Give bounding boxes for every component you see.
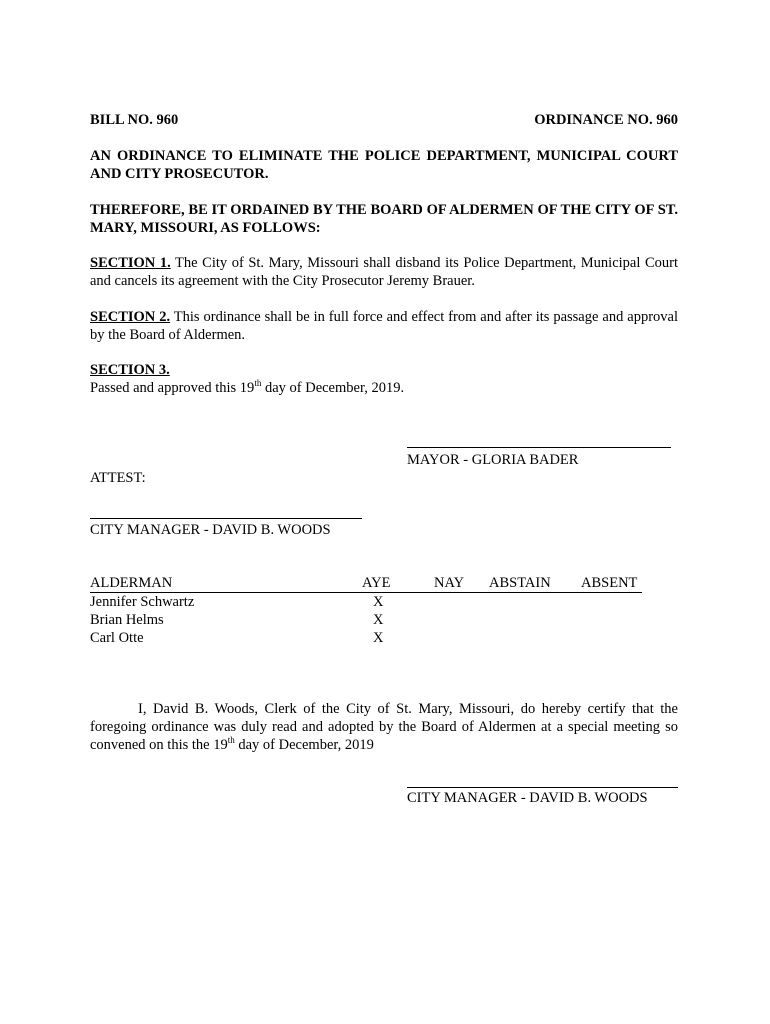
aye-mark: X [373,594,384,610]
section-3-label: SECTION 3. [90,362,170,378]
table-row [90,611,642,629]
ordinance-number: ORDINANCE NO. 960 [534,112,678,128]
header-abstain: ABSTAIN [489,575,551,591]
clerk-signature-label: CITY MANAGER - DAVID B. WOODS [407,790,648,806]
attest-label: ATTEST: [90,470,146,486]
section-2-text: This ordinance shall be in full force and effect from and after its passage and approval by the Board of Aldermen. [90,309,678,343]
alderman-name: Carl Otte [90,630,144,646]
section-3-superscript: th [254,378,262,389]
aye-mark: X [373,630,384,646]
section-3-text-end: day of December, 2019. [261,380,405,396]
vote-table-header [90,574,642,593]
header-alderman: ALDERMAN [90,575,173,591]
section-1-text: The City of St. Mary, Missouri shall disband its Police Department, Municipal Court and cancels its agreement with the City Prosecutor Jeremy Brauer. [90,255,678,289]
mayor-signature-label: MAYOR - GLORIA BADER [407,452,579,468]
certification-text-end: day of December, 2019 [234,737,374,753]
ordained-clause: THEREFORE, BE IT ORDAINED BY THE BOARD OF ALDERMEN OF THE CITY OF ST. MARY, MISSOURI, AS FOLLOWS: [90,202,678,236]
vote-table [90,574,642,647]
table-row [90,593,642,611]
bill-number: BILL NO. 960 [90,112,179,128]
ordinance-title: AN ORDINANCE TO ELIMINATE THE POLICE DEPARTMENT, MUNICIPAL COURT AND CITY PROSECUTOR. [90,148,678,182]
certification-paragraph [90,700,678,754]
aye-mark: X [373,612,384,628]
header-absent: ABSENT [581,575,638,591]
section-2-label: SECTION 2. [90,309,171,325]
section-1-label: SECTION 1. [90,255,171,271]
clerk-signature-line [407,787,678,788]
attest-signature-line [90,518,362,519]
section-2 [90,308,678,344]
attest-signature-label: CITY MANAGER - DAVID B. WOODS [90,522,331,538]
alderman-name: Jennifer Schwartz [90,594,195,610]
alderman-name: Brian Helms [90,612,164,628]
section-1 [90,254,678,290]
header-aye: AYE [362,575,391,591]
section-3-text-part: Passed and approved this 19 [90,380,255,396]
header-nay: NAY [434,575,465,591]
certification-text: I, David B. Woods, Clerk of the City of St. Mary, Missouri, do hereby certify that the foregoing ordinance was duly read and adopted by the Board of Aldermen at a special meeting so convened on this the 19 [90,701,678,753]
mayor-signature-line [407,447,671,448]
section-3-text [90,379,678,397]
section-3-heading [90,361,678,379]
table-row [90,629,642,647]
document-page [90,0,678,1024]
certification-superscript: th [227,735,235,746]
